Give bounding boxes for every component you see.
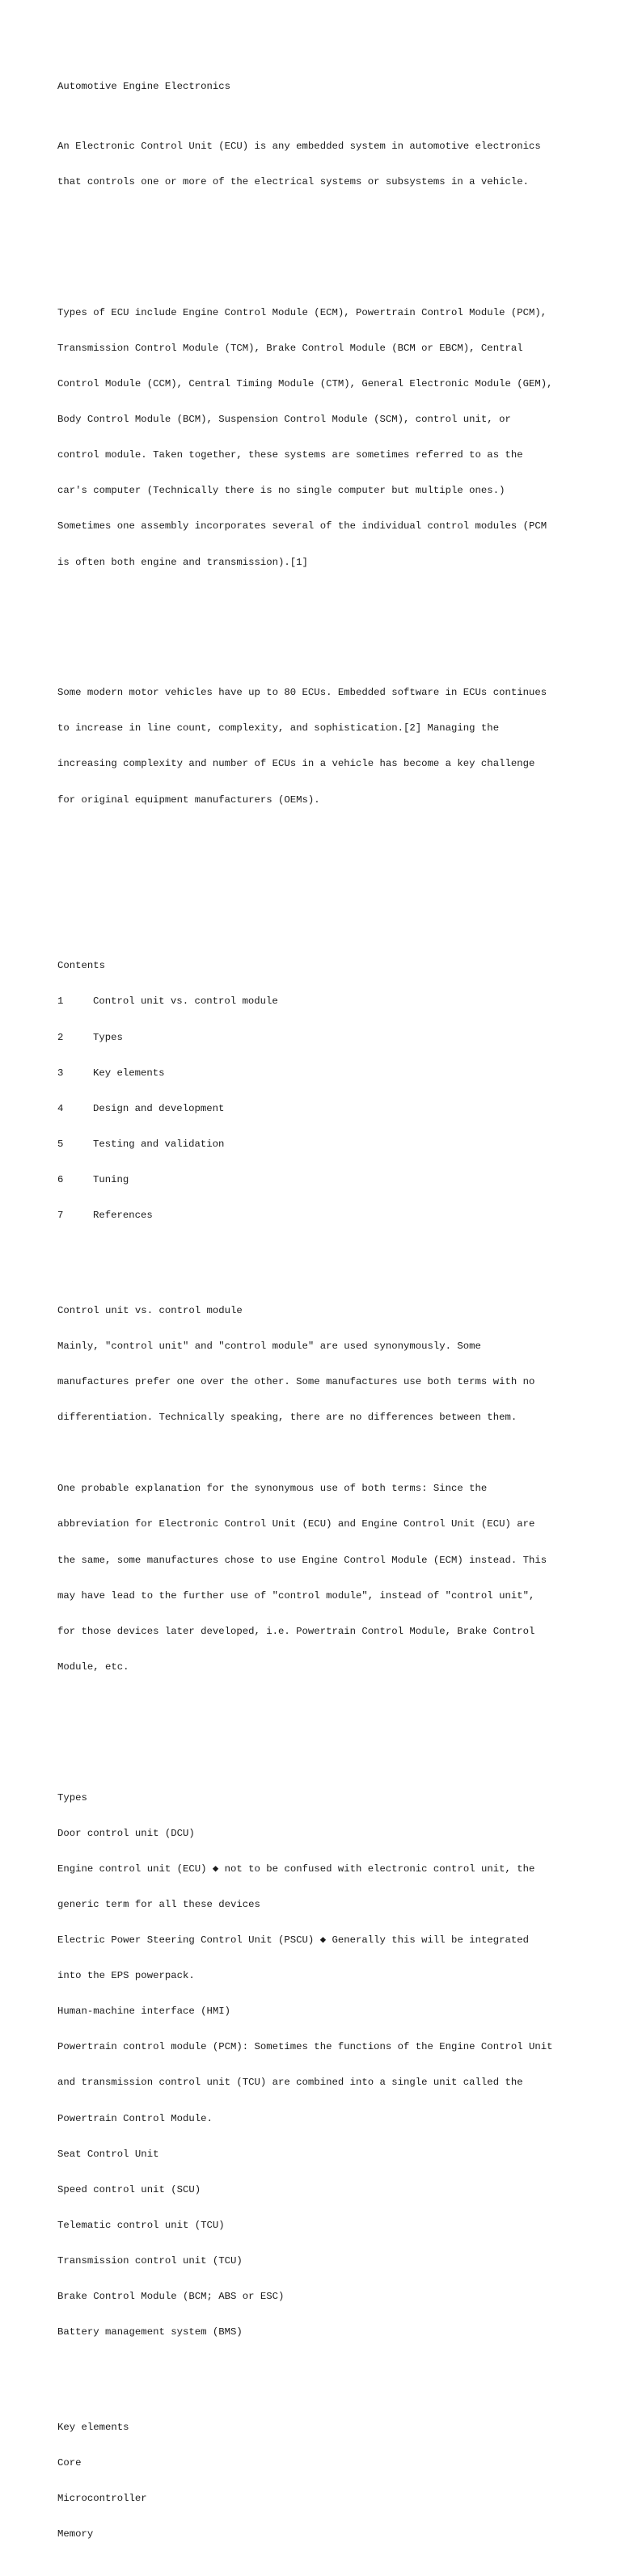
toc-item (57, 1210, 591, 1222)
toc-item (57, 1139, 591, 1151)
ecu-types-paragraph (57, 283, 591, 591)
toc-item (57, 1103, 591, 1115)
toc-number: 2 (57, 1031, 64, 1043)
toc-label: Key elements (93, 1067, 165, 1079)
list-item: into the EPS powerpack. (57, 1970, 195, 1982)
text-line: Mainly, "control unit" and "control module" are used synonymously. Some (57, 1340, 481, 1352)
toc-label: Design and development (93, 1102, 225, 1114)
section-heading: Types (57, 1791, 87, 1804)
toc-item (57, 995, 591, 1008)
list-item: Electric Power Steering Control Unit (PSCU) ◆ Generally this will be integrated (57, 1934, 529, 1946)
toc-item (57, 1067, 591, 1080)
toc-label: Tuning (93, 1174, 129, 1186)
intro-paragraph (57, 117, 591, 213)
toc-label: Control unit vs. control module (93, 995, 278, 1008)
list-item: Core (57, 2456, 82, 2469)
text-line: Transmission Control Module (TCM), Brake Control Module (BCM or EBCM), Central (57, 342, 523, 354)
spacer (57, 889, 591, 901)
spacer (57, 616, 591, 628)
list-item: Transmission control unit (TCU) (57, 2254, 243, 2267)
text-line: manufactures prefer one over the other. Some manufactures use both terms with no (57, 1375, 535, 1387)
toc-label: References (93, 1210, 153, 1222)
list-item: Door control unit (DCU) (57, 1827, 195, 1839)
text-line: abbreviation for Electronic Control Unit (ECU) and Engine Control Unit (ECU) are (57, 1518, 535, 1530)
text-line: Sometimes one assembly incorporates several of the individual control modules (PCM (57, 520, 547, 532)
spacer (57, 1720, 591, 1732)
list-item: Battery management system (BMS) (57, 2326, 243, 2338)
text-line: is often both engine and transmission).[1] (57, 556, 308, 568)
section-key-elements (57, 2397, 591, 2564)
document-title: Automotive Engine Electronics (57, 81, 231, 93)
text-line: that controls one or more of the electrical systems or subsystems in a vehicle. (57, 176, 529, 188)
text-line: control module. Taken together, these systems are sometimes referred to as the (57, 449, 523, 461)
spacer (57, 1447, 591, 1459)
text-line: An Electronic Control Unit (ECU) is any embedded system in automotive electronics (57, 140, 541, 152)
list-item: Engine control unit (ECU) ◆ not to be confused with electronic control unit, the (57, 1863, 535, 1875)
section-types (57, 1768, 591, 2362)
text-line: to increase in line count, complexity, and sophistication.[2] Managing the (57, 722, 500, 734)
spacer (57, 853, 591, 865)
toc-number: 6 (57, 1174, 64, 1186)
toc-number: 5 (57, 1138, 64, 1150)
list-item: Human-machine interface (HMI) (57, 2006, 231, 2018)
spacer (57, 236, 591, 248)
text-line: car's computer (Technically there is no single computer but multiple ones.) (57, 485, 505, 497)
toc-number: 3 (57, 1067, 64, 1079)
text-line: Control Module (CCM), Central Timing Module (CTM), General Electronic Module (GEM), (57, 377, 553, 389)
toc-item (57, 1174, 591, 1186)
text-line: Module, etc. (57, 1661, 129, 1673)
document-page (57, 57, 591, 2576)
list-item: Memory (57, 2528, 94, 2540)
toc-number: 4 (57, 1102, 64, 1114)
text-line: Some modern motor vehicles have up to 80 ECUs. Embedded software in ECUs continues (57, 687, 547, 699)
list-item: Powertrain control module (PCM): Sometimes the functions of the Engine Control Unit (57, 2041, 553, 2053)
list-item: and transmission control unit (TCU) are combined into a single unit called the (57, 2077, 523, 2089)
section-heading: Control unit vs. control module (57, 1304, 243, 1316)
text-line: differentiation. Technically speaking, there are no differences between them. (57, 1412, 518, 1424)
text-line: for original equipment manufacturers (OEMs). (57, 793, 320, 806)
text-line: increasing complexity and number of ECUs in a vehicle has become a key challenge (57, 758, 535, 770)
list-item: Speed control unit (SCU) (57, 2183, 201, 2195)
list-item: Powertrain Control Module. (57, 2112, 213, 2124)
text-line: may have lead to the further use of "control module", instead of "control unit", (57, 1589, 535, 1602)
list-item: generic term for all these devices (57, 1898, 260, 1910)
text-line: One probable explanation for the synonymous use of both terms: Since the (57, 1483, 488, 1495)
list-item: Telematic control unit (TCU) (57, 2219, 225, 2231)
list-item: Brake Control Module (BCM; ABS or ESC) (57, 2291, 285, 2303)
table-of-contents (57, 937, 591, 1245)
section-control-unit (57, 1281, 591, 1697)
text-line: Body Control Module (BCM), Suspension Control Module (SCM), control unit, or (57, 414, 511, 426)
toc-number: 7 (57, 1210, 64, 1222)
list-item: Microcontroller (57, 2493, 147, 2505)
contents-heading: Contents (57, 960, 106, 972)
toc-label: Types (93, 1031, 123, 1043)
list-item: Seat Control Unit (57, 2148, 159, 2160)
toc-item (57, 1032, 591, 1044)
section-heading: Key elements (57, 2421, 129, 2433)
toc-label: Testing and validation (93, 1138, 225, 1150)
modern-vehicles-paragraph (57, 663, 591, 830)
text-line: the same, some manufactures chose to use Engine Control Module (ECM) instead. This (57, 1554, 547, 1566)
text-line: for those devices later developed, i.e. Powertrain Control Module, Brake Control (57, 1625, 535, 1637)
toc-number: 1 (57, 995, 64, 1008)
text-line: Types of ECU include Engine Control Module (ECM), Powertrain Control Module (PCM), (57, 306, 547, 318)
